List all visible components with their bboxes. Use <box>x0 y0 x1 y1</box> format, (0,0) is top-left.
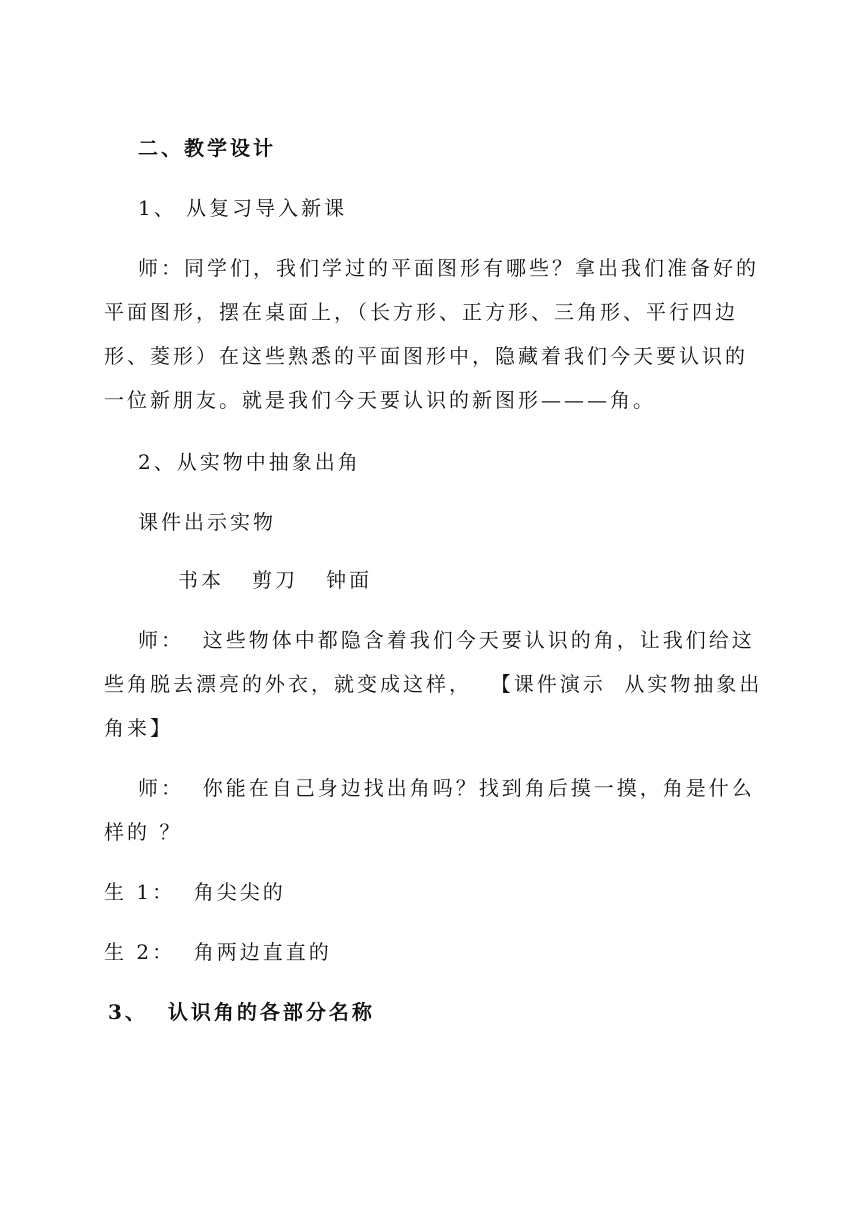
paragraph-1-line-2: 平面图形，摆在桌面上，（长方形、正方形、三角形、平行四边 <box>104 300 738 324</box>
step1-heading: 1、 从复习导入新课 <box>138 196 348 220</box>
paragraph-1-line-3: 形、菱形）在这些熟悉的平面图形中，隐藏着我们今天要认识的 <box>104 344 748 368</box>
section-heading: 二、教学设计 <box>138 136 276 160</box>
paragraph-2-line-1: 师： 这些物体中都隐含着我们今天要认识的角，让我们给这 <box>138 628 755 652</box>
paragraph-1-line-1: 师：同学们，我们学过的平面图形有哪些？拿出我们准备好的 <box>138 256 759 280</box>
paragraph-3-line-2: 样的 ？ <box>104 820 183 844</box>
student-1-answer: 生 1： 角尖尖的 <box>104 880 286 904</box>
courseware-label: 课件出示实物 <box>138 510 276 534</box>
paragraph-2-line-3: 角来】 <box>104 716 173 740</box>
objects-line: 书本 剪刀 钟面 <box>178 568 373 592</box>
paragraph-1-line-4: 一位新朋友。就是我们今天要认识的新图形———角。 <box>104 388 656 412</box>
step2-heading: 2、从实物中抽象出角 <box>138 450 361 474</box>
student-2-answer: 生 2： 角两边直直的 <box>104 940 332 964</box>
paragraph-2-line-2: 些角脱去漂亮的外衣，就变成这样， 【课件演示 从实物抽象出 <box>104 672 763 696</box>
paragraph-3-line-1: 师： 你能在自己身边找出角吗？找到角后摸一摸，角是什么 <box>138 776 755 800</box>
step3-heading: 3、 认识角的各部分名称 <box>108 1000 375 1024</box>
